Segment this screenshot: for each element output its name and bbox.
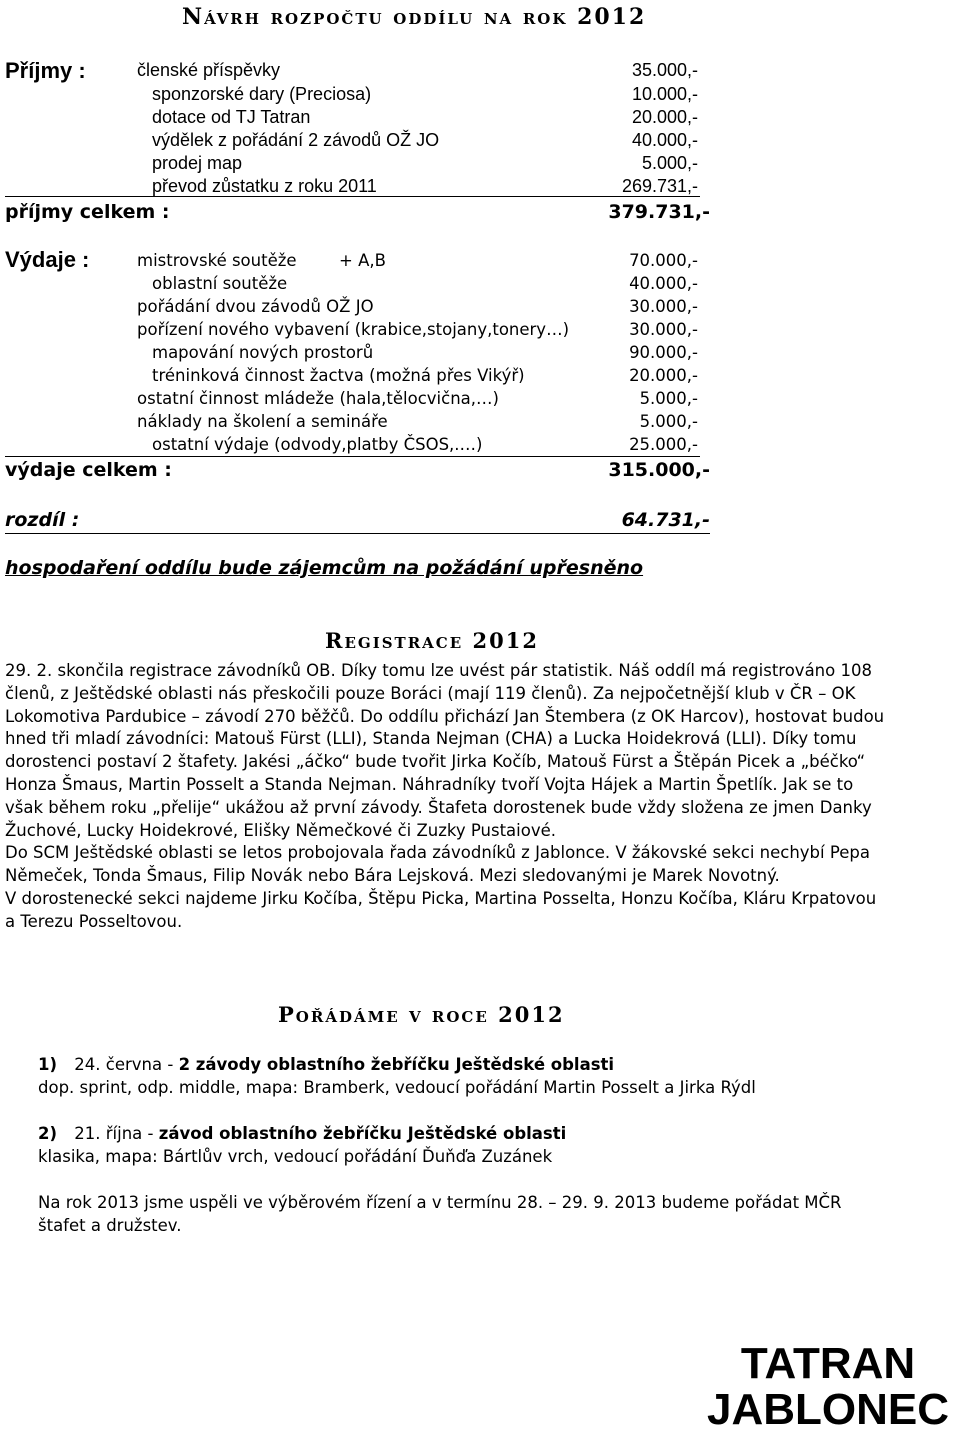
difference-underline [5, 533, 710, 534]
expense-item-name: ostatní činnost mládeže (hala,tělocvična,…) [137, 389, 499, 408]
expense-item-extra: + A,B [339, 251, 386, 270]
closing-line: štafet a družstev. [38, 1216, 182, 1235]
expense-item-name: náklady na školení a semináře [137, 412, 388, 431]
expense-item-amount: 90.000,- [629, 343, 698, 362]
events-heading: Pořádáme v roce 2012 [278, 1002, 565, 1027]
event-detail: klasika, mapa: Bártlův vrch, vedoucí pořádání Ďuňďa Zuzánek [38, 1147, 553, 1166]
expenses-divider [5, 456, 700, 457]
expense-item-name: mapování nových prostorů [152, 343, 374, 362]
expense-item-name: mistrovské soutěže [137, 251, 297, 270]
expenses-total-amount: 315.000,- [608, 459, 710, 481]
income-item-amount: 10.000,- [631, 84, 698, 104]
closing-line: Na rok 2013 jsme uspěli ve výběrovém řízení a v termínu 28. – 29. 9. 2013 budeme pořádat MČR [38, 1193, 842, 1212]
event-date: 21. října - [74, 1124, 154, 1143]
expense-item-amount: 40.000,- [629, 274, 698, 293]
income-item-name: výdělek z pořádání 2 závodů OŽ JO [152, 130, 440, 150]
tatran-jablonec-logo [700, 1338, 956, 1428]
income-item-amount: 5.000,- [641, 153, 698, 173]
income-item-name: členské příspěvky [137, 60, 281, 80]
expense-item-name: ostatní výdaje (odvody,platby ČSOS,.…) [152, 435, 483, 454]
expense-item-name: oblastní soutěže [152, 274, 288, 293]
event-detail: dop. sprint, odp. middle, mapa: Bramberk, vedoucí pořádání Martin Posselt a Jirka Rýdl [38, 1078, 756, 1097]
registration-paragraph: 29. 2. skončila registrace závodníků OB. Díky tomu lze uvést pár statistik. Náš oddíl má registrováno 108 členů, z Ještědské oblasti nás přeskočili pouze Boráci (mají 119 členů). Za nejpočetnější klub v ČR – OK Lokomotiva Pardubice – závodí 270 běžčů. Do oddílu přichází Jan Štembera (z OK Harcov), hostovat budou hned tři mladí závodníci: Matouš Fürst (LLI), Standa Nejman (CHA) a Lucka Hoidekrová (LLI). Díky tomu dorostenci postaví 2 štafety. Jakési „áčko“ bude tvořit Jirka Kočíb, Matouš Fürst a Štěpán Picek a „béčko“ Honza Šmaus, Martin Posselt a Standa Nejman. Náhradníky tvoří Vojta Hájek a Martin Špetlík. Jak se to však během roku „přelije“ ukážou až první závody. Štafeta dorostenek bude vždy složena ze jmen Danky Žuchové, Lucky Hoidekrové, Elišky Němečkové či Zuzky Pustaiové. [5, 661, 885, 840]
difference-label: rozdíl : [5, 509, 80, 531]
expense-item-amount: 5.000,- [639, 412, 698, 431]
expense-item-amount: 30.000,- [629, 297, 698, 316]
registration-heading: Registrace 2012 [325, 628, 539, 653]
income-item-name: prodej map [152, 153, 243, 173]
event-number: 1) [38, 1055, 58, 1074]
income-item-amount: 35.000,- [631, 60, 698, 80]
expense-item-name: pořízení nového vybavení (krabice,stojany,tonery…) [137, 320, 570, 339]
expense-item-name: tréninková činnost žactva (možná přes Vikýř) [152, 366, 525, 385]
income-total-amount: 379.731,- [608, 201, 710, 223]
registration-text [5, 660, 885, 934]
income-item-amount: 20.000,- [631, 107, 698, 127]
expense-item-name: pořádání dvou závodů OŽ JO [137, 297, 374, 316]
event-item [38, 1124, 566, 1143]
expense-item-amount: 70.000,- [629, 251, 698, 270]
expense-item-amount: 5.000,- [639, 389, 698, 408]
income-item-name: sponzorské dary (Preciosa) [152, 84, 372, 104]
income-total-label: příjmy celkem : [5, 201, 170, 223]
event-title: 2 závody oblastního žebříčku Ještědské oblasti [178, 1055, 615, 1074]
event-title: závod oblastního žebříčku Ještědské oblasti [158, 1124, 567, 1143]
income-divider [5, 196, 700, 197]
income-item-name: dotace od TJ Tatran [152, 107, 311, 127]
registration-paragraph: V dorostenecké sekci najdeme Jirku Kočíba, Štěpu Picka, Martina Posselta, Honzu Kočíba, Kláru Krpatovou a Terezu Posseltovou. [5, 888, 877, 931]
difference-amount: 64.731,- [621, 509, 710, 531]
budget-note: hospodaření oddílu bude zájemcům na požádání upřesněno [5, 557, 644, 579]
expense-item-amount: 20.000,- [629, 366, 698, 385]
registration-paragraph: Do SCM Ještědské oblasti se letos probojovala řada závodníků z Jablonce. V žákovské sekci nechybí Pepa Němeček, Tonda Šmaus, Filip Novák nebo Bára Lejsková. Mezi sledovanými je Marek Novotný. [5, 843, 870, 886]
event-item [38, 1055, 614, 1074]
event-date: 24. června - [74, 1055, 174, 1074]
expenses-total-label: výdaje celkem : [5, 459, 172, 481]
expenses-label: Výdaje : [5, 247, 90, 272]
income-item-amount: 269.731,- [621, 176, 698, 196]
page-title: Návrh rozpočtu oddílu na rok 2012 [182, 4, 647, 30]
income-label: Příjmy : [5, 58, 86, 83]
logo-line-2: JABLONEC [706, 1385, 950, 1428]
logo-line-1: TATRAN [740, 1339, 916, 1388]
expense-item-amount: 30.000,- [629, 320, 698, 339]
expense-item-amount: 25.000,- [629, 435, 698, 454]
income-item-amount: 40.000,- [631, 130, 698, 150]
event-number: 2) [38, 1124, 58, 1143]
income-item-name: převod zůstatku z roku 2011 [152, 176, 377, 196]
